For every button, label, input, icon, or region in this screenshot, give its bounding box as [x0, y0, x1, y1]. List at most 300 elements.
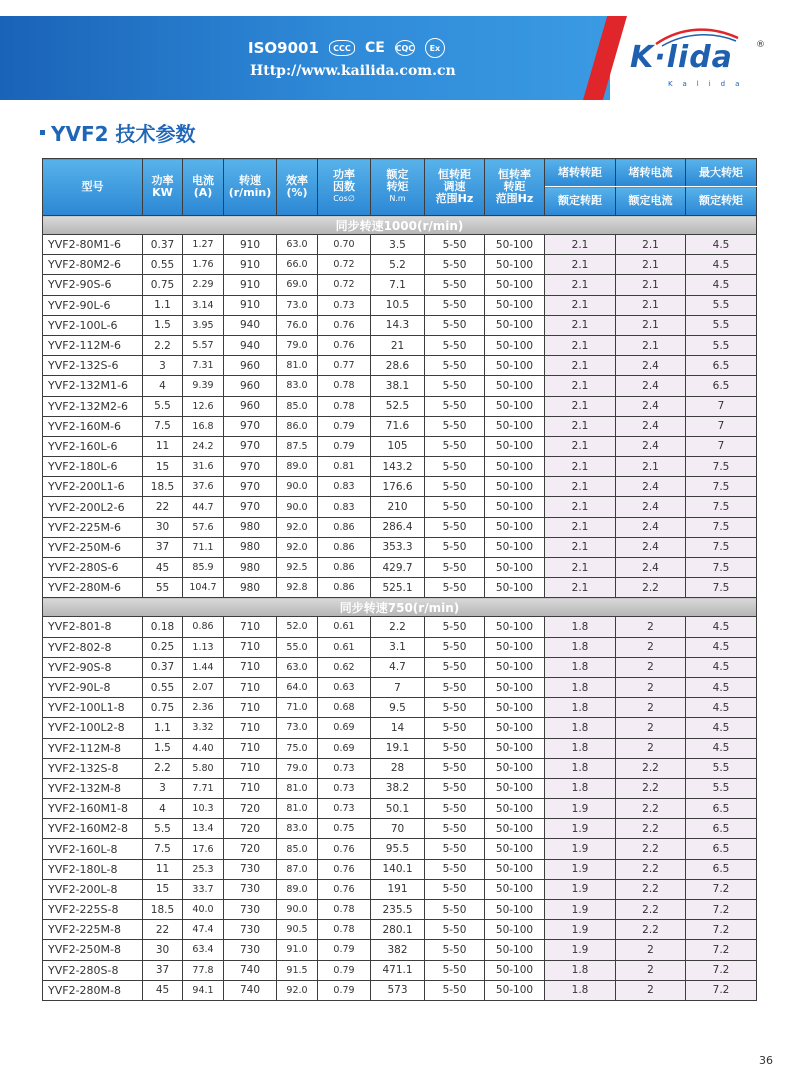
cell-locked-torque-ratio: 2.1 — [545, 335, 616, 355]
table-row — [43, 900, 757, 920]
cell-max-torque-ratio: 7 — [686, 436, 757, 456]
cell-locked-torque-ratio: 2.1 — [545, 497, 616, 517]
cell-model: YVF2-132S-6 — [43, 356, 143, 376]
cell-const-torque-range: 5-50 — [425, 617, 485, 637]
cell-locked-torque-ratio: 2.1 — [545, 477, 616, 497]
cell-efficiency: 85.0 — [277, 839, 318, 859]
cell-power-factor: 0.73 — [318, 295, 371, 315]
cell-efficiency: 90.5 — [277, 920, 318, 940]
cell-speed: 960 — [224, 396, 277, 416]
cell-rated-torque: 382 — [371, 940, 425, 960]
cell-const-power-range: 50-100 — [485, 819, 545, 839]
table-row — [43, 497, 757, 517]
cell-max-torque-ratio: 7.5 — [686, 477, 757, 497]
cell-const-power-range: 50-100 — [485, 879, 545, 899]
cell-model: YVF2-132M1-6 — [43, 376, 143, 396]
cell-const-torque-range: 5-50 — [425, 235, 485, 255]
cell-locked-torque-ratio: 2.1 — [545, 295, 616, 315]
cell-efficiency: 64.0 — [277, 677, 318, 697]
cell-current: 1.44 — [183, 657, 224, 677]
cell-speed: 910 — [224, 275, 277, 295]
cell-power-factor: 0.69 — [318, 738, 371, 758]
cell-const-power-range: 50-100 — [485, 677, 545, 697]
cell-rated-torque: 4.7 — [371, 657, 425, 677]
cell-locked-current-ratio: 2 — [616, 718, 686, 738]
cell-speed: 980 — [224, 517, 277, 537]
cell-power: 45 — [143, 980, 183, 1000]
cell-efficiency: 52.0 — [277, 617, 318, 637]
cell-model: YVF2-160M-6 — [43, 416, 143, 436]
cell-speed: 710 — [224, 617, 277, 637]
table-row — [43, 275, 757, 295]
cell-rated-torque: 52.5 — [371, 396, 425, 416]
table-body — [43, 216, 757, 1001]
cell-rated-torque: 235.5 — [371, 900, 425, 920]
cell-current: 3.32 — [183, 718, 224, 738]
cell-current: 94.1 — [183, 980, 224, 1000]
cell-speed: 740 — [224, 980, 277, 1000]
cell-efficiency: 92.0 — [277, 537, 318, 557]
cell-power-factor: 0.79 — [318, 960, 371, 980]
cell-locked-current-ratio: 2 — [616, 677, 686, 697]
cell-efficiency: 87.0 — [277, 859, 318, 879]
cell-locked-current-ratio: 2.1 — [616, 235, 686, 255]
table-row — [43, 778, 757, 798]
cell-speed: 970 — [224, 497, 277, 517]
table-row — [43, 698, 757, 718]
cell-max-torque-ratio: 4.5 — [686, 677, 757, 697]
cell-power: 30 — [143, 940, 183, 960]
cell-efficiency: 90.0 — [277, 900, 318, 920]
cell-rated-torque: 143.2 — [371, 457, 425, 477]
cell-locked-current-ratio: 2.1 — [616, 457, 686, 477]
cell-max-torque-ratio: 6.5 — [686, 799, 757, 819]
cell-power: 0.75 — [143, 275, 183, 295]
cell-model: YVF2-200L2-6 — [43, 497, 143, 517]
cell-const-torque-range: 5-50 — [425, 558, 485, 578]
cell-current: 24.2 — [183, 436, 224, 456]
cell-power: 45 — [143, 558, 183, 578]
cell-locked-torque-ratio: 1.8 — [545, 960, 616, 980]
cell-const-torque-range: 5-50 — [425, 275, 485, 295]
table-row — [43, 980, 757, 1000]
col-header-locked-current: 堵转电流 — [616, 159, 686, 187]
cell-const-torque-range: 5-50 — [425, 537, 485, 557]
cell-speed: 980 — [224, 578, 277, 598]
cell-efficiency: 55.0 — [277, 637, 318, 657]
table-row — [43, 295, 757, 315]
cell-const-power-range: 50-100 — [485, 980, 545, 1000]
cell-power-factor: 0.72 — [318, 255, 371, 275]
cell-rated-torque: 71.6 — [371, 416, 425, 436]
cell-model: YVF2-100L1-8 — [43, 698, 143, 718]
cell-max-torque-ratio: 5.5 — [686, 295, 757, 315]
cell-const-power-range: 50-100 — [485, 859, 545, 879]
cell-locked-torque-ratio: 1.9 — [545, 819, 616, 839]
cell-const-power-range: 50-100 — [485, 718, 545, 738]
cell-max-torque-ratio: 7.2 — [686, 900, 757, 920]
cell-max-torque-ratio: 5.5 — [686, 335, 757, 355]
cell-speed: 710 — [224, 657, 277, 677]
cell-efficiency: 75.0 — [277, 738, 318, 758]
cell-efficiency: 90.0 — [277, 497, 318, 517]
cell-locked-current-ratio: 2.4 — [616, 497, 686, 517]
cell-speed: 730 — [224, 900, 277, 920]
group-row — [43, 598, 757, 617]
cell-power: 2.2 — [143, 335, 183, 355]
cell-power-factor: 0.61 — [318, 617, 371, 637]
cell-locked-torque-ratio: 1.8 — [545, 657, 616, 677]
cell-const-power-range: 50-100 — [485, 900, 545, 920]
ce-icon: CE — [364, 40, 385, 56]
cell-locked-current-ratio: 2 — [616, 617, 686, 637]
cell-const-torque-range: 5-50 — [425, 738, 485, 758]
table-header — [43, 159, 757, 216]
cell-const-power-range: 50-100 — [485, 758, 545, 778]
cell-speed: 740 — [224, 960, 277, 980]
cell-current: 1.13 — [183, 637, 224, 657]
cell-model: YVF2-180L-8 — [43, 859, 143, 879]
col-header-current: 电流 (A) — [183, 159, 224, 216]
cell-rated-torque: 38.2 — [371, 778, 425, 798]
header-banner — [0, 16, 610, 100]
section-title — [40, 118, 196, 147]
table-row — [43, 617, 757, 637]
cell-locked-torque-ratio: 2.1 — [545, 517, 616, 537]
cell-rated-torque: 3.1 — [371, 637, 425, 657]
cell-current: 85.9 — [183, 558, 224, 578]
cell-power: 7.5 — [143, 416, 183, 436]
cell-power-factor: 0.78 — [318, 900, 371, 920]
cell-const-power-range: 50-100 — [485, 477, 545, 497]
cell-speed: 710 — [224, 637, 277, 657]
cell-power: 5.5 — [143, 819, 183, 839]
table-row — [43, 677, 757, 697]
cell-efficiency: 92.0 — [277, 980, 318, 1000]
cell-speed: 710 — [224, 718, 277, 738]
cell-const-torque-range: 5-50 — [425, 920, 485, 940]
cell-speed: 730 — [224, 879, 277, 899]
cell-power: 1.5 — [143, 315, 183, 335]
cell-const-power-range: 50-100 — [485, 839, 545, 859]
cell-power-factor: 0.86 — [318, 578, 371, 598]
cell-max-torque-ratio: 4.5 — [686, 235, 757, 255]
logo-wordmark: K·lida — [630, 40, 733, 75]
cell-rated-torque: 70 — [371, 819, 425, 839]
table-row — [43, 839, 757, 859]
cell-locked-torque-ratio: 1.8 — [545, 617, 616, 637]
cell-const-torque-range: 5-50 — [425, 637, 485, 657]
cell-const-torque-range: 5-50 — [425, 940, 485, 960]
cell-current: 5.80 — [183, 758, 224, 778]
table-row — [43, 537, 757, 557]
cell-power-factor: 0.70 — [318, 235, 371, 255]
cell-rated-torque: 28.6 — [371, 356, 425, 376]
cell-locked-torque-ratio: 1.9 — [545, 900, 616, 920]
cell-model: YVF2-280M-6 — [43, 578, 143, 598]
cell-efficiency: 73.0 — [277, 718, 318, 738]
cell-model: YVF2-90S-8 — [43, 657, 143, 677]
cell-locked-current-ratio: 2.2 — [616, 778, 686, 798]
cell-max-torque-ratio: 7.2 — [686, 980, 757, 1000]
cell-max-torque-ratio: 6.5 — [686, 859, 757, 879]
cell-const-torque-range: 5-50 — [425, 778, 485, 798]
cell-locked-current-ratio: 2.4 — [616, 376, 686, 396]
cell-power: 2.2 — [143, 758, 183, 778]
cell-const-power-range: 50-100 — [485, 376, 545, 396]
col-subheader-rated-torque: 额定转距 — [545, 187, 616, 216]
cell-locked-torque-ratio: 2.1 — [545, 537, 616, 557]
cell-const-torque-range: 5-50 — [425, 416, 485, 436]
cell-efficiency: 76.0 — [277, 315, 318, 335]
cell-locked-torque-ratio: 2.1 — [545, 457, 616, 477]
cell-current: 3.14 — [183, 295, 224, 315]
cell-const-power-range: 50-100 — [485, 356, 545, 376]
cell-power-factor: 0.86 — [318, 517, 371, 537]
cell-max-torque-ratio: 6.5 — [686, 376, 757, 396]
cell-speed: 710 — [224, 758, 277, 778]
cell-power-factor: 0.78 — [318, 920, 371, 940]
cell-model: YVF2-132S-8 — [43, 758, 143, 778]
table-row — [43, 436, 757, 456]
cell-const-torque-range: 5-50 — [425, 457, 485, 477]
cell-power-factor: 0.62 — [318, 657, 371, 677]
cell-const-torque-range: 5-50 — [425, 396, 485, 416]
cell-max-torque-ratio: 7.2 — [686, 879, 757, 899]
cell-efficiency: 81.0 — [277, 778, 318, 798]
cell-power-factor: 0.79 — [318, 416, 371, 436]
cell-locked-current-ratio: 2.1 — [616, 335, 686, 355]
cell-current: 2.07 — [183, 677, 224, 697]
table-row — [43, 376, 757, 396]
cell-rated-torque: 573 — [371, 980, 425, 1000]
cell-model: YVF2-160M1-8 — [43, 799, 143, 819]
page-number: 36 — [759, 1054, 773, 1067]
cell-locked-torque-ratio: 1.8 — [545, 980, 616, 1000]
cell-power: 1.1 — [143, 718, 183, 738]
cell-const-torque-range: 5-50 — [425, 819, 485, 839]
cell-const-power-range: 50-100 — [485, 778, 545, 798]
table-row — [43, 940, 757, 960]
cell-const-power-range: 50-100 — [485, 940, 545, 960]
section-title-text: YVF2 技术参数 — [51, 122, 196, 146]
cell-current: 3.95 — [183, 315, 224, 335]
cell-current: 16.8 — [183, 416, 224, 436]
table-row — [43, 558, 757, 578]
cell-current: 17.6 — [183, 839, 224, 859]
cell-current: 31.6 — [183, 457, 224, 477]
cell-power-factor: 0.79 — [318, 980, 371, 1000]
cell-model: YVF2-160L-8 — [43, 839, 143, 859]
cell-const-power-range: 50-100 — [485, 578, 545, 598]
table-row — [43, 960, 757, 980]
col-header-model: 型号 — [43, 159, 143, 216]
cell-efficiency: 89.0 — [277, 879, 318, 899]
cell-locked-current-ratio: 2.2 — [616, 578, 686, 598]
table-row — [43, 335, 757, 355]
cell-locked-torque-ratio: 2.1 — [545, 558, 616, 578]
cell-model: YVF2-100L2-8 — [43, 718, 143, 738]
cell-model: YVF2-90L-8 — [43, 677, 143, 697]
cell-locked-torque-ratio: 2.1 — [545, 396, 616, 416]
cell-const-torque-range: 5-50 — [425, 255, 485, 275]
cell-const-torque-range: 5-50 — [425, 799, 485, 819]
cell-model: YVF2-132M-8 — [43, 778, 143, 798]
cell-locked-current-ratio: 2 — [616, 960, 686, 980]
cell-current: 77.8 — [183, 960, 224, 980]
cell-const-torque-range: 5-50 — [425, 497, 485, 517]
cell-locked-current-ratio: 2.1 — [616, 315, 686, 335]
cell-const-torque-range: 5-50 — [425, 698, 485, 718]
cell-rated-torque: 38.1 — [371, 376, 425, 396]
cell-const-torque-range: 5-50 — [425, 578, 485, 598]
cell-locked-current-ratio: 2.1 — [616, 255, 686, 275]
cell-rated-torque: 14 — [371, 718, 425, 738]
cell-model: YVF2-250M-6 — [43, 537, 143, 557]
cell-power-factor: 0.79 — [318, 436, 371, 456]
cell-const-torque-range: 5-50 — [425, 335, 485, 355]
cell-power-factor: 0.72 — [318, 275, 371, 295]
cell-speed: 940 — [224, 335, 277, 355]
cell-power-factor: 0.83 — [318, 477, 371, 497]
cell-const-torque-range: 5-50 — [425, 477, 485, 497]
cell-current: 2.36 — [183, 698, 224, 718]
cell-const-torque-range: 5-50 — [425, 960, 485, 980]
cell-model: YVF2-112M-8 — [43, 738, 143, 758]
website-url: Http://www.kailida.com.cn — [250, 63, 456, 79]
cell-const-torque-range: 5-50 — [425, 718, 485, 738]
col-header-const-power-range: 恒转率 转距 范围Hz — [485, 159, 545, 216]
cell-const-power-range: 50-100 — [485, 295, 545, 315]
cell-max-torque-ratio: 4.5 — [686, 275, 757, 295]
cell-power: 0.37 — [143, 657, 183, 677]
cell-const-power-range: 50-100 — [485, 396, 545, 416]
cell-locked-torque-ratio: 2.1 — [545, 315, 616, 335]
cell-current: 2.29 — [183, 275, 224, 295]
cell-speed: 730 — [224, 920, 277, 940]
cell-efficiency: 92.8 — [277, 578, 318, 598]
cell-rated-torque: 19.1 — [371, 738, 425, 758]
cell-rated-torque: 95.5 — [371, 839, 425, 859]
cell-rated-torque: 28 — [371, 758, 425, 778]
cell-current: 25.3 — [183, 859, 224, 879]
cell-model: YVF2-80M1-6 — [43, 235, 143, 255]
col-header-const-torque-range: 恒转距 调速 范围Hz — [425, 159, 485, 216]
cell-locked-torque-ratio: 1.9 — [545, 940, 616, 960]
cell-speed: 730 — [224, 940, 277, 960]
cell-model: YVF2-200L-8 — [43, 879, 143, 899]
cell-locked-current-ratio: 2.2 — [616, 879, 686, 899]
cell-const-torque-range: 5-50 — [425, 980, 485, 1000]
cell-locked-current-ratio: 2 — [616, 980, 686, 1000]
cell-const-power-range: 50-100 — [485, 255, 545, 275]
cell-locked-current-ratio: 2.1 — [616, 275, 686, 295]
cell-speed: 710 — [224, 778, 277, 798]
cell-const-torque-range: 5-50 — [425, 436, 485, 456]
cell-locked-torque-ratio: 1.9 — [545, 839, 616, 859]
cell-power: 37 — [143, 537, 183, 557]
cell-efficiency: 87.5 — [277, 436, 318, 456]
cell-rated-torque: 14.3 — [371, 315, 425, 335]
cell-model: YVF2-801-8 — [43, 617, 143, 637]
cell-const-power-range: 50-100 — [485, 617, 545, 637]
cell-locked-current-ratio: 2.4 — [616, 416, 686, 436]
cell-locked-current-ratio: 2.2 — [616, 839, 686, 859]
cell-power-factor: 0.73 — [318, 758, 371, 778]
cell-current: 1.27 — [183, 235, 224, 255]
cell-speed: 910 — [224, 295, 277, 315]
cell-model: YVF2-225S-8 — [43, 900, 143, 920]
cell-locked-torque-ratio: 2.1 — [545, 578, 616, 598]
cell-power-factor: 0.78 — [318, 396, 371, 416]
cell-power-factor: 0.75 — [318, 819, 371, 839]
cell-max-torque-ratio: 4.5 — [686, 738, 757, 758]
cell-rated-torque: 471.1 — [371, 960, 425, 980]
cell-model: YVF2-160M2-8 — [43, 819, 143, 839]
cell-locked-current-ratio: 2 — [616, 940, 686, 960]
cell-speed: 910 — [224, 235, 277, 255]
cell-power-factor: 0.73 — [318, 778, 371, 798]
cell-current: 13.4 — [183, 819, 224, 839]
cell-power-factor: 0.73 — [318, 799, 371, 819]
cell-speed: 910 — [224, 255, 277, 275]
col-header-locked-torque: 堵转转距 — [545, 159, 616, 187]
table-row — [43, 356, 757, 376]
table-row — [43, 477, 757, 497]
cell-model: YVF2-100L-6 — [43, 315, 143, 335]
cell-efficiency: 92.0 — [277, 517, 318, 537]
table-row — [43, 637, 757, 657]
cell-power: 0.18 — [143, 617, 183, 637]
cell-efficiency: 66.0 — [277, 255, 318, 275]
cell-current: 63.4 — [183, 940, 224, 960]
cell-locked-current-ratio: 2.4 — [616, 517, 686, 537]
cell-power-factor: 0.76 — [318, 335, 371, 355]
cell-speed: 720 — [224, 819, 277, 839]
cell-locked-current-ratio: 2.4 — [616, 396, 686, 416]
table-row — [43, 457, 757, 477]
cell-locked-torque-ratio: 1.9 — [545, 799, 616, 819]
cell-max-torque-ratio: 7.5 — [686, 497, 757, 517]
cell-rated-torque: 5.2 — [371, 255, 425, 275]
cell-rated-torque: 7 — [371, 677, 425, 697]
cell-power: 0.37 — [143, 235, 183, 255]
cell-const-power-range: 50-100 — [485, 920, 545, 940]
cell-const-power-range: 50-100 — [485, 416, 545, 436]
iso-label: ISO9001 — [248, 39, 319, 57]
cell-rated-torque: 210 — [371, 497, 425, 517]
cell-power: 3 — [143, 356, 183, 376]
cell-speed: 960 — [224, 356, 277, 376]
cell-rated-torque: 191 — [371, 879, 425, 899]
table-row — [43, 799, 757, 819]
cell-const-power-range: 50-100 — [485, 436, 545, 456]
cell-current: 12.6 — [183, 396, 224, 416]
table-row — [43, 315, 757, 335]
cell-const-power-range: 50-100 — [485, 960, 545, 980]
cell-rated-torque: 525.1 — [371, 578, 425, 598]
cell-locked-torque-ratio: 1.8 — [545, 758, 616, 778]
cell-const-torque-range: 5-50 — [425, 315, 485, 335]
cell-locked-current-ratio: 2.4 — [616, 436, 686, 456]
cell-locked-torque-ratio: 1.8 — [545, 698, 616, 718]
cell-max-torque-ratio: 7.5 — [686, 517, 757, 537]
cell-current: 9.39 — [183, 376, 224, 396]
cell-max-torque-ratio: 4.5 — [686, 657, 757, 677]
cell-const-power-range: 50-100 — [485, 637, 545, 657]
col-subheader-rated-torque-2: 额定转矩 — [686, 187, 757, 216]
table-row — [43, 657, 757, 677]
